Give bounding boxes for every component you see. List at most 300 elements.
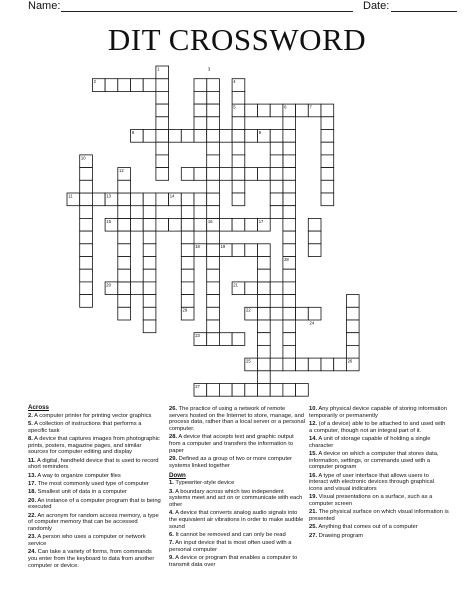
grid-clue-number: 10 — [80, 155, 86, 161]
grid-cell[interactable] — [283, 333, 296, 346]
clue-text: A boundary across which two independent systems meet and act on or communicate with each other — [169, 488, 303, 508]
grid-cell[interactable] — [232, 91, 245, 104]
clue-item — [169, 510, 305, 530]
clue-item — [309, 524, 449, 531]
clue-text: Any physical device capable of storing information temporarily or permanently — [309, 406, 447, 419]
clue-text: A computer printer for printing vector graphics — [32, 412, 152, 419]
grid-cell[interactable] — [232, 193, 245, 206]
grid-cell[interactable] — [283, 218, 296, 231]
grid-cell[interactable] — [308, 218, 321, 231]
grid-cell[interactable] — [321, 155, 334, 168]
grid-cell[interactable] — [321, 193, 334, 206]
grid-cell[interactable] — [258, 295, 271, 308]
grid-cell[interactable] — [296, 384, 309, 397]
grid-cell[interactable] — [346, 295, 359, 308]
clue-number: 15. — [309, 451, 318, 457]
clue-number: 29. — [169, 456, 178, 463]
grid-cell[interactable] — [258, 168, 271, 181]
clue-text: It cannot be removed and can only be read — [173, 531, 286, 538]
clue-number: 25. — [309, 524, 318, 531]
grid-cell[interactable] — [143, 206, 156, 219]
grid-cell[interactable] — [105, 79, 118, 92]
grid-cell[interactable] — [321, 358, 334, 371]
clue-number: 6. — [169, 531, 174, 538]
grid-cell[interactable] — [207, 295, 220, 308]
name-label: Name: — [28, 0, 61, 12]
grid-clue-number: 19 — [220, 244, 226, 250]
grid-cell[interactable] — [232, 180, 245, 193]
grid-cell[interactable] — [207, 193, 220, 206]
grid-cell[interactable] — [118, 180, 131, 193]
clue-number: 12. — [309, 421, 318, 427]
grid-clue-number: 24 — [309, 320, 315, 326]
grid-cell[interactable] — [80, 269, 93, 282]
grid-cell[interactable] — [131, 79, 144, 92]
clue-text: A type of user interface that allows users to interact with electronic devices through graphical icons and visual indicators — [309, 472, 435, 493]
grid-cell[interactable] — [270, 180, 283, 193]
clue-text: A unit of storage capable of holding a single character — [309, 436, 431, 449]
grid-cell[interactable] — [258, 244, 271, 257]
grid-clue-number: 14 — [169, 193, 175, 199]
grid-cell[interactable] — [207, 206, 220, 219]
grid-cell[interactable] — [207, 269, 220, 282]
grid-cell[interactable] — [308, 244, 321, 257]
clue-item — [28, 458, 162, 471]
date-label: Date: — [363, 0, 390, 12]
grid-cell[interactable] — [258, 320, 271, 333]
clue-number: 4. — [169, 510, 174, 517]
grid-clue-number: 9 — [258, 129, 262, 135]
grid-cell[interactable] — [258, 257, 271, 270]
grid-cell[interactable] — [131, 193, 144, 206]
grid-cell[interactable] — [270, 142, 283, 155]
grid-cell[interactable] — [194, 91, 207, 104]
clue-item — [169, 555, 305, 568]
grid-cell[interactable] — [181, 218, 194, 231]
clue-number: 21. — [309, 509, 318, 516]
clue-number: 10. — [309, 406, 318, 412]
grid-cell[interactable] — [296, 307, 309, 320]
grid-cell[interactable] — [296, 358, 309, 371]
clue-number: 28. — [169, 434, 178, 441]
grid-cell[interactable] — [118, 218, 131, 231]
grid-cell[interactable] — [245, 218, 258, 231]
grid-clue-number: 21 — [233, 282, 238, 288]
grid-cell[interactable] — [143, 307, 156, 320]
grid-cell[interactable] — [321, 180, 334, 193]
clue-text: A person who uses a computer or network service — [28, 534, 146, 547]
clue-item — [309, 421, 449, 434]
clue-item — [28, 436, 162, 456]
grid-cell[interactable] — [194, 168, 207, 181]
grid-cell[interactable] — [143, 320, 156, 333]
grid-cell[interactable] — [346, 307, 359, 320]
grid-clue-number: 11 — [68, 193, 73, 199]
grid-cell[interactable] — [194, 79, 207, 92]
clue-text: A digital, handheld device that is used to record short reminders — [28, 457, 159, 471]
grid-cell[interactable] — [245, 244, 258, 257]
grid-cell[interactable] — [258, 269, 271, 282]
grid-cell[interactable] — [270, 130, 283, 143]
grid-cell[interactable] — [232, 130, 245, 143]
grid-cell[interactable] — [207, 104, 220, 117]
grid-cell[interactable] — [258, 333, 271, 346]
clue-number: 8. — [28, 436, 33, 442]
grid-cell[interactable] — [80, 244, 93, 257]
grid-cell[interactable] — [80, 206, 93, 219]
grid-cell[interactable] — [283, 142, 296, 155]
grid-clue-number: 29 — [182, 307, 188, 313]
grid-cell[interactable] — [181, 295, 194, 308]
grid-cell[interactable] — [232, 218, 245, 231]
grid-cell[interactable] — [156, 193, 169, 206]
grid-cell[interactable] — [270, 307, 283, 320]
grid-cell[interactable] — [207, 91, 220, 104]
clue-number: 1. — [169, 480, 174, 487]
clue-number: 14. — [309, 436, 318, 442]
grid-cell[interactable] — [219, 333, 232, 346]
grid-cell[interactable] — [143, 130, 156, 143]
clue-text: Can take a variety of forms, from commands you enter from the keyboard to data from another computer or device. — [28, 549, 155, 569]
clue-item — [309, 451, 449, 471]
grid-cell[interactable] — [118, 257, 131, 270]
grid-cell[interactable] — [245, 384, 258, 397]
clue-text: An acronym for random access memory, a type of computer memory that can be accessed randomly — [28, 512, 159, 532]
grid-cell[interactable] — [258, 358, 271, 371]
clue-text: A device or program that enables a computer to transmit data over — [169, 555, 298, 568]
grid-cell[interactable] — [194, 104, 207, 117]
clue-item — [28, 513, 162, 533]
grid-clue-number: 18 — [195, 244, 200, 250]
grid-cell[interactable] — [321, 117, 334, 130]
grid-cell[interactable] — [143, 79, 156, 92]
grid-cell[interactable] — [207, 180, 220, 193]
grid-cell[interactable] — [156, 104, 169, 117]
grid-cell[interactable] — [131, 282, 144, 295]
clue-item — [309, 406, 449, 419]
grid-cell[interactable] — [270, 155, 283, 168]
grid-clue-number: 27 — [195, 383, 200, 389]
grid-cell[interactable] — [283, 282, 296, 295]
clue-text: Smallest unit of data in a computer — [36, 489, 127, 496]
grid-cell[interactable] — [334, 358, 347, 371]
page-title: DIT CROSSWORD — [107, 22, 367, 57]
grid-cell[interactable] — [143, 257, 156, 270]
grid-cell[interactable] — [258, 307, 271, 320]
grid-cell[interactable] — [181, 168, 194, 181]
clue-item — [28, 534, 162, 547]
grid-cell[interactable] — [118, 206, 131, 219]
grid-cell[interactable] — [283, 358, 296, 371]
grid-cell[interactable] — [219, 168, 232, 181]
grid-cell[interactable] — [270, 104, 283, 117]
grid-cell[interactable] — [283, 193, 296, 206]
clue-text: A device that accepts text and graphic output from a computer and transfers the information to paper — [169, 434, 294, 454]
grid-cell[interactable] — [118, 79, 131, 92]
grid-cell[interactable] — [232, 333, 245, 346]
clue-text: A collection of instructions that performs a specific task — [28, 421, 142, 434]
grid-cell[interactable] — [283, 206, 296, 219]
clue-section — [0, 402, 474, 613]
clue-number: 24. — [28, 549, 37, 556]
grid-cell[interactable] — [207, 244, 220, 257]
grid-cell[interactable] — [207, 307, 220, 320]
grid-cell[interactable] — [283, 307, 296, 320]
grid-cell[interactable] — [346, 320, 359, 333]
grid-clue-number: 25 — [246, 358, 251, 364]
grid-cell[interactable] — [156, 168, 169, 181]
clue-number: 2. — [28, 412, 33, 419]
grid-clue-number: 1 — [157, 66, 160, 72]
grid-cell[interactable] — [80, 282, 93, 295]
grid-clue-number: 4 — [233, 79, 236, 85]
clue-number: 13. — [28, 472, 37, 479]
grid-cell[interactable] — [308, 358, 321, 371]
grid-cell[interactable] — [283, 130, 296, 143]
grid-clue-number: 7 — [309, 104, 312, 110]
clue-column-3 — [309, 402, 449, 541]
grid-cell[interactable] — [308, 307, 321, 320]
grid-cell[interactable] — [258, 371, 271, 384]
grid-cell[interactable] — [194, 130, 207, 143]
grid-cell[interactable] — [245, 104, 258, 117]
clue-column-2 — [169, 402, 305, 570]
grid-cell[interactable] — [156, 218, 169, 231]
clue-item — [28, 489, 162, 496]
clue-item — [28, 473, 162, 480]
grid-cell[interactable] — [207, 333, 220, 346]
grid-cell[interactable] — [207, 117, 220, 130]
grid-cell[interactable] — [118, 193, 131, 206]
grid-cell[interactable] — [232, 244, 245, 257]
grid-cell[interactable] — [232, 384, 245, 397]
grid-cell[interactable] — [143, 269, 156, 282]
grid-cell[interactable] — [207, 79, 220, 92]
grid-cell[interactable] — [296, 104, 309, 117]
clue-item — [309, 509, 449, 522]
grid-cell[interactable] — [207, 142, 220, 155]
clue-item — [169, 532, 305, 539]
grid-cell[interactable] — [169, 218, 182, 231]
grid-cell[interactable] — [283, 269, 296, 282]
grid-cell[interactable] — [283, 231, 296, 244]
grid-cell[interactable] — [118, 269, 131, 282]
grid-cell[interactable] — [321, 104, 334, 117]
grid-cell[interactable] — [232, 168, 245, 181]
grid-cell[interactable] — [143, 231, 156, 244]
grid-cell[interactable] — [194, 218, 207, 231]
grid-cell[interactable] — [283, 295, 296, 308]
clue-item — [309, 533, 449, 540]
clue-text: Visual presentations on a surface, such as a computer screen — [309, 494, 433, 508]
grid-cell[interactable] — [245, 282, 258, 295]
grid-cell[interactable] — [80, 168, 93, 181]
grid-cell[interactable] — [181, 282, 194, 295]
grid-clue-number: 20 — [106, 282, 111, 288]
grid-cell[interactable] — [283, 320, 296, 333]
clue-text: A device that converts analog audio signals into the equivalent air vibrations in order to make audible sound — [169, 510, 304, 530]
grid-cell[interactable] — [156, 130, 169, 143]
clue-text: The practice of using a network of remote servers hosted on the Internet to store, manage, and process data, rather than a local server or a personal computer. — [169, 406, 305, 433]
grid-cell[interactable] — [346, 345, 359, 358]
clue-number: 27. — [309, 532, 318, 539]
grid-cell[interactable] — [207, 130, 220, 143]
clue-number: 19. — [309, 494, 318, 501]
across-heading: Across — [28, 404, 49, 411]
grid-cell[interactable] — [181, 231, 194, 244]
grid-cell[interactable] — [270, 384, 283, 397]
clue-item — [169, 456, 305, 469]
grid-cell[interactable] — [118, 295, 131, 308]
clue-number: 9. — [169, 555, 174, 562]
grid-clue-number: 12 — [119, 168, 124, 173]
clue-item — [309, 473, 449, 493]
grid-cell[interactable] — [283, 345, 296, 358]
clue-text: A device on which a computer that stores data, information, settings, or commands used with a computer program — [309, 451, 439, 471]
clue-text: A device that captures images from photographic prints, posters, magazine pages, and similar sources for computer editing and display — [28, 436, 160, 456]
grid-cell[interactable] — [207, 282, 220, 295]
clue-item — [169, 434, 305, 454]
grid-cell[interactable] — [245, 168, 258, 181]
grid-cell[interactable] — [346, 333, 359, 346]
clue-text: The physical surface on which visual information is presented — [309, 509, 449, 523]
grid-cell[interactable] — [245, 130, 258, 143]
grid-cell[interactable] — [156, 79, 169, 92]
clue-item — [28, 413, 162, 420]
grid-cell[interactable] — [270, 206, 283, 219]
grid-clue-number: 23 — [195, 333, 200, 339]
grid-cell[interactable] — [283, 244, 296, 257]
grid-cell[interactable] — [207, 320, 220, 333]
grid-cell[interactable] — [118, 307, 131, 320]
grid-cell[interactable] — [169, 130, 182, 143]
grid-cell[interactable] — [258, 104, 271, 117]
grid-cell[interactable] — [181, 257, 194, 270]
grid-clue-number: 17 — [258, 218, 264, 224]
grid-cell[interactable] — [270, 282, 283, 295]
grid-clue-number: 5 — [233, 104, 236, 110]
grid-cell[interactable] — [321, 142, 334, 155]
grid-cell[interactable] — [181, 269, 194, 282]
grid-cell[interactable] — [143, 244, 156, 257]
grid-cell[interactable] — [181, 130, 194, 143]
clue-item — [169, 489, 305, 509]
grid-cell[interactable] — [156, 142, 169, 155]
grid-cell[interactable] — [181, 193, 194, 206]
grid-cell[interactable] — [194, 193, 207, 206]
grid-cell[interactable] — [156, 117, 169, 130]
clue-item — [169, 540, 305, 553]
grid-cell[interactable] — [283, 384, 296, 397]
grid-cell[interactable] — [207, 384, 220, 397]
clue-item — [169, 480, 305, 487]
grid-cell[interactable] — [80, 180, 93, 193]
clue-number: 18. — [28, 489, 37, 496]
grid-cell[interactable] — [270, 168, 283, 181]
grid-clue-number: 26 — [347, 358, 353, 364]
clue-number: 5. — [28, 421, 33, 427]
grid-cell[interactable] — [232, 142, 245, 155]
clue-item — [28, 481, 162, 488]
grid-cell[interactable] — [181, 244, 194, 257]
grid-cell[interactable] — [181, 206, 194, 219]
clue-text: Anything that comes out of a computer — [317, 524, 418, 531]
grid-clue-number: 6 — [284, 104, 287, 110]
grid-cell[interactable] — [143, 295, 156, 308]
clue-number: 7. — [169, 540, 174, 547]
grid-clue-number: 3 — [207, 66, 211, 72]
grid-cell[interactable] — [321, 168, 334, 181]
grid-cell[interactable] — [92, 193, 105, 206]
clue-number: 20. — [28, 497, 37, 504]
grid-clue-number: 16 — [207, 218, 213, 224]
grid-cell[interactable] — [270, 358, 283, 371]
grid-cell[interactable] — [156, 91, 169, 104]
grid-cell[interactable] — [258, 282, 271, 295]
clue-text: The most commonly used type of computer — [36, 481, 149, 487]
grid-cell[interactable] — [118, 244, 131, 257]
grid-cell[interactable] — [207, 257, 220, 270]
grid-clue-number: 28 — [284, 256, 289, 262]
grid-cell[interactable] — [219, 218, 232, 231]
grid-cell[interactable] — [207, 168, 220, 181]
grid-cell[interactable] — [143, 193, 156, 206]
clue-item — [169, 406, 305, 433]
clue-number: 26. — [169, 406, 178, 412]
grid-cell[interactable] — [156, 155, 169, 168]
grid-cell[interactable] — [194, 117, 207, 130]
clue-text: (of a device) able to be attached to and used with a computer, though not an integral part of it. — [309, 421, 446, 434]
grid-cell[interactable] — [321, 130, 334, 143]
grid-cell[interactable] — [232, 155, 245, 168]
grid-cell[interactable] — [283, 117, 296, 130]
grid-cell[interactable] — [80, 218, 93, 231]
grid-cell[interactable] — [80, 231, 93, 244]
grid-cell[interactable] — [80, 295, 93, 308]
grid-cell[interactable] — [283, 155, 296, 168]
grid-cell[interactable] — [232, 117, 245, 130]
grid-clue-number: 13 — [106, 193, 111, 199]
grid-cell[interactable] — [207, 231, 220, 244]
grid-cell[interactable] — [283, 180, 296, 193]
grid-cell[interactable] — [118, 282, 131, 295]
grid-cell[interactable] — [118, 231, 131, 244]
clue-number: 22. — [28, 512, 37, 519]
clue-text: Defined as a group of two or more computer systems linked together — [169, 456, 293, 469]
grid-cell[interactable] — [207, 155, 220, 168]
grid-cell[interactable] — [131, 218, 144, 231]
clue-number: 23. — [28, 534, 37, 541]
grid-cell[interactable] — [143, 282, 156, 295]
clue-text: A way to organize computer files — [36, 472, 121, 479]
grid-clue-number: 22 — [246, 307, 251, 313]
grid-cell[interactable] — [80, 257, 93, 270]
down-heading: Down — [169, 471, 186, 479]
grid-cell[interactable] — [258, 345, 271, 358]
grid-cell[interactable] — [270, 193, 283, 206]
clue-item — [28, 421, 162, 434]
grid-cell[interactable] — [80, 193, 93, 206]
grid-clue-number: 15 — [106, 218, 111, 224]
grid-cell[interactable] — [143, 218, 156, 231]
clue-item — [309, 494, 449, 507]
grid-cell[interactable] — [219, 130, 232, 143]
clue-text: Typewriter-style device — [173, 480, 235, 487]
grid-cell[interactable] — [308, 231, 321, 244]
grid-cell[interactable] — [219, 384, 232, 397]
grid-cell[interactable] — [258, 384, 271, 397]
grid-cell[interactable] — [283, 168, 296, 181]
